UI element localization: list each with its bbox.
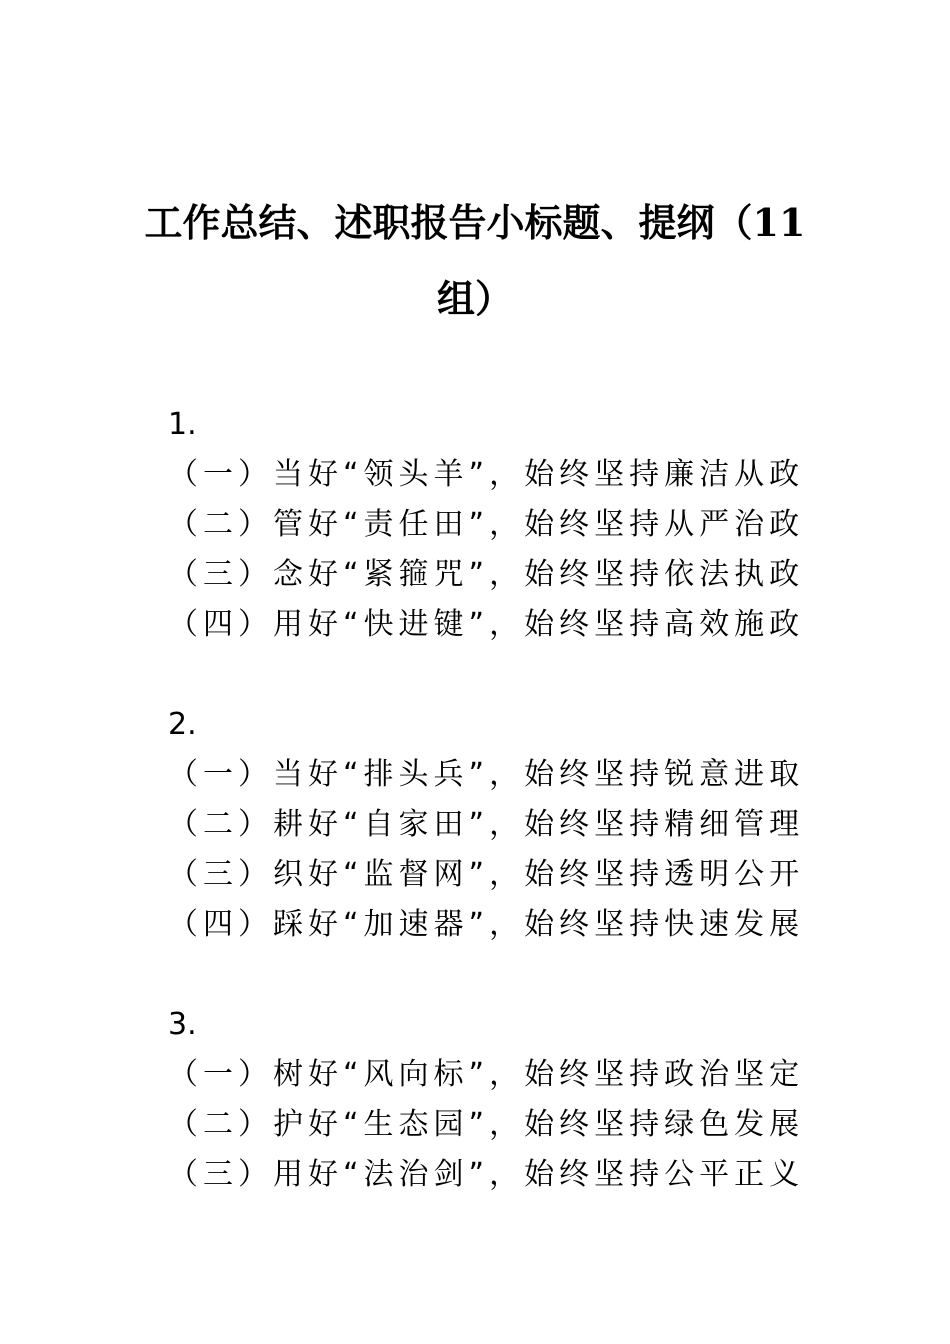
outline-item: （二）护好“生态园”，始终坚持绿色发展 [168,1107,805,1142]
outline-section-2 [168,700,848,950]
outline-item: （三）织好“监督网”，始终坚持透明公开 [168,857,805,892]
outline-item: （二）耕好“自家田”，始终坚持精细管理 [168,807,805,842]
outline-item: （二）管好“责任田”，始终坚持从严治政 [168,507,805,542]
outline-section-1 [168,400,848,650]
section-number: 3. [168,1007,197,1042]
outline-content [168,400,848,1250]
section-number: 2. [168,707,197,742]
outline-item: （三）念好“紧箍咒”，始终坚持依法执政 [168,557,805,592]
outline-item: （四）踩好“加速器”，始终坚持快速发展 [168,907,805,942]
outline-item: （一）树好“风向标”，始终坚持政治坚定 [168,1057,805,1092]
section-number: 1. [168,407,197,442]
document-title: 工作总结、述职报告小标题、提纲（11组） [144,200,806,321]
outline-item: （一）当好“领头羊”，始终坚持廉洁从政 [168,457,805,492]
outline-item: （三）用好“法治剑”，始终坚持公平正义 [168,1157,805,1192]
outline-item: （四）用好“快进键”，始终坚持高效施政 [168,607,805,642]
outline-item: （一）当好“排头兵”，始终坚持锐意进取 [168,757,805,792]
outline-section-3 [168,1000,848,1200]
